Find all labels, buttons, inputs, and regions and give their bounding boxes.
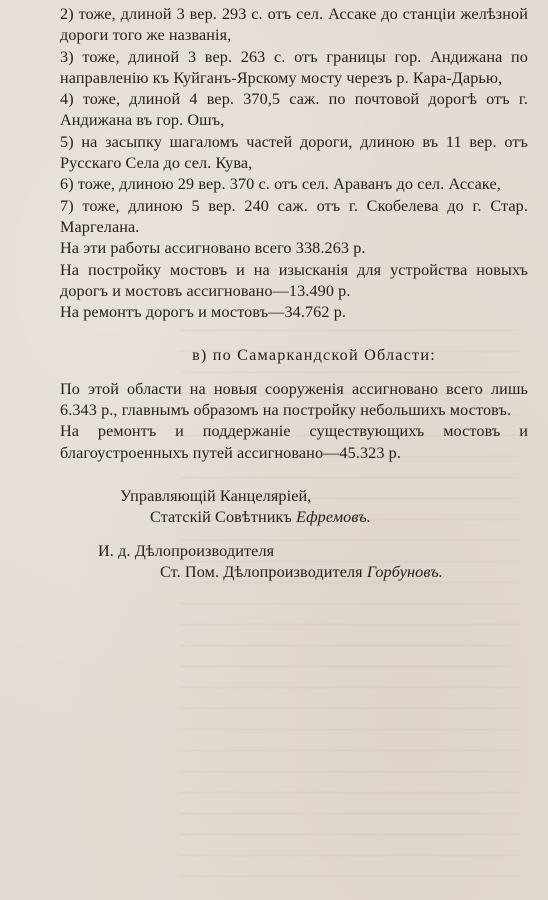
paragraph-total: На эти работы ассигновано всего 338.263 р. <box>60 239 366 258</box>
document-body <box>60 4 528 583</box>
heading-gap <box>60 367 528 379</box>
paragraph-item-6: 6) тоже, длиною 29 вер. 370 с. отъ сел. Араванъ до сел. Ассаке, <box>60 175 501 194</box>
paragraph-item-5: 5) на засыпку шагаломъ частей дороги, длиною въ 11 вер. отъ Русскаго Села до сел. Кува, <box>60 132 528 173</box>
signature-gap <box>60 464 528 486</box>
section-paragraph-repair: На ремонтъ и поддержаніе существующихъ мостовъ и благоустроенныхъ путей ассигновано—45.323 р. <box>60 422 528 462</box>
paragraph-repair: На ремонтъ дорогъ и мостовъ—34.762 р. <box>60 303 347 322</box>
paragraph-item-2: 2) тоже, длиной 3 вер. 293 с. отъ сел. Ассаке до станціи желѣзной дороги того же названія, <box>60 5 528 45</box>
paragraph-item-4: 4) тоже, длиной 4 вер. 370,5 саж. по почтовой дорогѣ отъ г. Андижана въ гор. Ошъ, <box>60 90 528 130</box>
signature-line-1: Управляющій Канцеляріей, <box>120 486 312 505</box>
paragraph-item-3: 3) тоже, длиной 3 вер. 263 с. отъ границы гор. Андижана по направленію къ Куйганъ-Ярскому мосту черезъ р. Кара-Дарью, <box>60 47 528 87</box>
paragraph-bridges: На постройку мостовъ и на изысканія для устройства новыхъ дорогъ и мостовъ ассигновано—13.490 р. <box>60 260 528 300</box>
signature-name-4: Горбуновъ. <box>366 562 443 581</box>
signature-line-4 <box>60 562 528 583</box>
signature-name-2: Ефремовъ. <box>296 508 371 527</box>
signature-line-3: И. д. Дѣлопроизводителя <box>98 541 275 560</box>
signature-title-2: Статскій Совѣтникъ <box>150 508 292 527</box>
section-gap <box>60 323 528 345</box>
paragraph-item-7: 7) тоже, длиною 5 вер. 240 саж. отъ г. Скобелева до г. Стар. Маргелана. <box>60 196 528 236</box>
section-heading: в) по Самаркандской Области: <box>192 346 436 365</box>
signature-line-2 <box>60 507 528 528</box>
signature-title-4: Ст. Пом. Дѣлопроизводителя <box>160 562 363 581</box>
signature-inner-gap <box>60 529 528 541</box>
section-paragraph-new: По этой области на новыя сооруженія ассигновано всего лишь 6.343 р., главнымъ образомъ на постройку небольшихъ мостовъ. <box>60 379 528 420</box>
